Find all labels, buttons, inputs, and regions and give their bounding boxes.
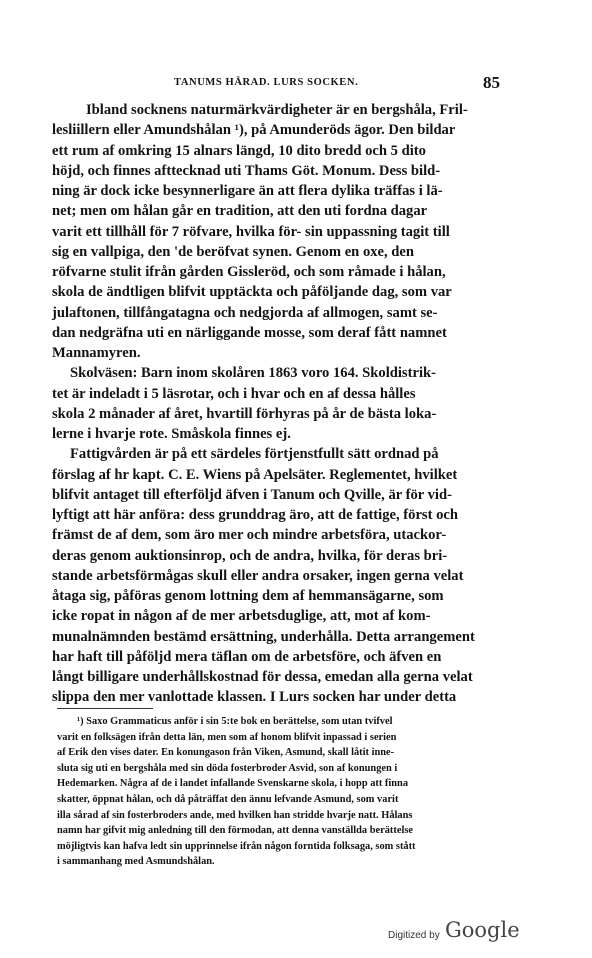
page-header xyxy=(52,73,504,93)
footnote-rule xyxy=(57,708,153,709)
text-line: Skolväsen: Barn inom skolåren 1863 voro 164. Skoldistrik- xyxy=(70,365,436,382)
footnote-line: ¹) Saxo Grammaticus anför i sin 5:te bok en berättelse, som utan tvifvel xyxy=(77,716,393,727)
text-line: ett rum af omkring 15 alnars längd, 10 dito bredd och 5 dito xyxy=(52,142,426,159)
text-line: deras genom auktionsinrop, och de andra, hvilka, för deras bri- xyxy=(52,547,448,564)
text-line: dan nedgräfna uti en närliggande mosse, som deraf fått namnet xyxy=(52,324,447,341)
text-line: ning är dock icke besynnerligare än att flera dylika träffas i lä- xyxy=(52,183,443,199)
text-line: slippa den mer vanlottade klassen. I Lurs socken har under detta xyxy=(52,689,457,706)
footnote-line: Hedemarken. Några af de i landet infallande Svenskarne skola, i hopp att finna xyxy=(57,778,409,790)
google-logo: Google xyxy=(445,918,520,942)
text-line: julaftonen, tillfångatagna och nedgjorda af allmogen, samt se- xyxy=(52,304,438,321)
digitized-by-label: Digitized by xyxy=(388,930,440,941)
page-number: 85 xyxy=(483,73,500,92)
text-line: varit ett tillhåll för 7 röfvare, hvilka för- sin uppassning tagit till xyxy=(52,223,450,240)
footnote-line: sluta sig uti en bergshåla med sin döda fosterbroder Asvid, son af konungen i xyxy=(57,762,398,774)
footnote-line: illa sårad af sin fosterbroders ande, med hvilken han stridde hvarje natt. Hålans xyxy=(57,809,413,821)
footnote-line: namn har gifvit mig anledning till den förmodan, att denna vanställda berättelse xyxy=(57,825,414,837)
text-line: munalnämnden bestämd ersättning, underhålla. Detta arrangement xyxy=(52,628,475,645)
text-line: lyftigt att här anföra: dess grunddrag äro, att de fattige, först och xyxy=(52,507,459,523)
text-line: icke ropat in någon af de mer arbetsduglige, att, mot af kom- xyxy=(52,608,431,625)
footnotes xyxy=(57,714,503,870)
digitized-watermark xyxy=(388,918,518,948)
footnote-line: af Erik den vises dater. En konungason från Viken, Asmund, skall låtit inne- xyxy=(57,747,395,759)
text-line: lesliillern eller Amundshålan ¹), på Amunderöds ägor. Den bildar xyxy=(52,122,456,139)
text-line: stande arbetsförmågas skull eller andra orsaker, ingen gerna velat xyxy=(52,567,464,584)
text-line: lerne i hvarje rote. Småskola finnes ej. xyxy=(52,426,291,442)
text-line: Fattigvården är på ett särdeles förtjenstfullt sätt ordnad på xyxy=(70,446,439,463)
text-line: tet är indeladt i 5 läsrotar, och i hvar och en af dessa hålles xyxy=(52,385,416,402)
text-line: främst de af dem, som äro mer och mindre arbetsföra, utackor- xyxy=(52,527,447,544)
text-line: har haft till påföljd mera täflan om de arbetsföre, och äfven en xyxy=(52,648,442,665)
footnote-line: möjligtvis kan hafva ledt sin upprinnelse ifrån någon forntida folksaga, som stått xyxy=(57,840,416,852)
text-line: skola de ändtligen blifvit upptäckta och påföljande dag, som var xyxy=(52,284,452,301)
main-text xyxy=(52,100,504,708)
text-line: långt billigare underhållskostnad för dessa, emedan alla gerna velat xyxy=(52,669,473,685)
text-line: Mannamyren. xyxy=(52,345,141,361)
footnote-line: skatter, öppnat hålan, och då påträffat den ännu lefvande Asmund, som varit xyxy=(57,793,399,805)
text-line: röfvarne stulit ifrån gården Gissleröd, och som råmade i hålan, xyxy=(52,264,446,280)
text-line: blifvit antaget till efterföljd äfven i Tanum och Qville, är för vid- xyxy=(52,486,452,503)
text-line: förslag af hr kapt. C. E. Wiens på Apelsäter. Reglementet, hvilket xyxy=(52,466,458,483)
running-title: TANUMS HÄRAD. LURS SOCKEN. xyxy=(174,77,359,88)
text-line: sig en vallpiga, den 'de beröfvat synen. Genom en oxe, den xyxy=(52,243,415,260)
text-line: höjd, och finnes afttecknad uti Thams Göt. Monum. Dess bild- xyxy=(52,162,441,179)
text-line: net; men om hålan går en tradition, att den uti fordna dagar xyxy=(52,203,428,220)
footnote-line: varit en folksägen ifrån detta län, men som af honom blifvit inpassad i serien xyxy=(57,731,397,743)
text-line: åtaga sig, påföras genom lottning dem af hemmansägarne, som xyxy=(52,588,444,604)
text-line: Ibland socknens naturmärkvärdigheter är en bergshåla, Fril- xyxy=(86,102,468,118)
text-line: skola 2 månader af året, hvartill förhyras på år de bästa loka- xyxy=(52,405,437,422)
footnote-line: i sammanhang med Asmundshålan. xyxy=(57,856,215,868)
